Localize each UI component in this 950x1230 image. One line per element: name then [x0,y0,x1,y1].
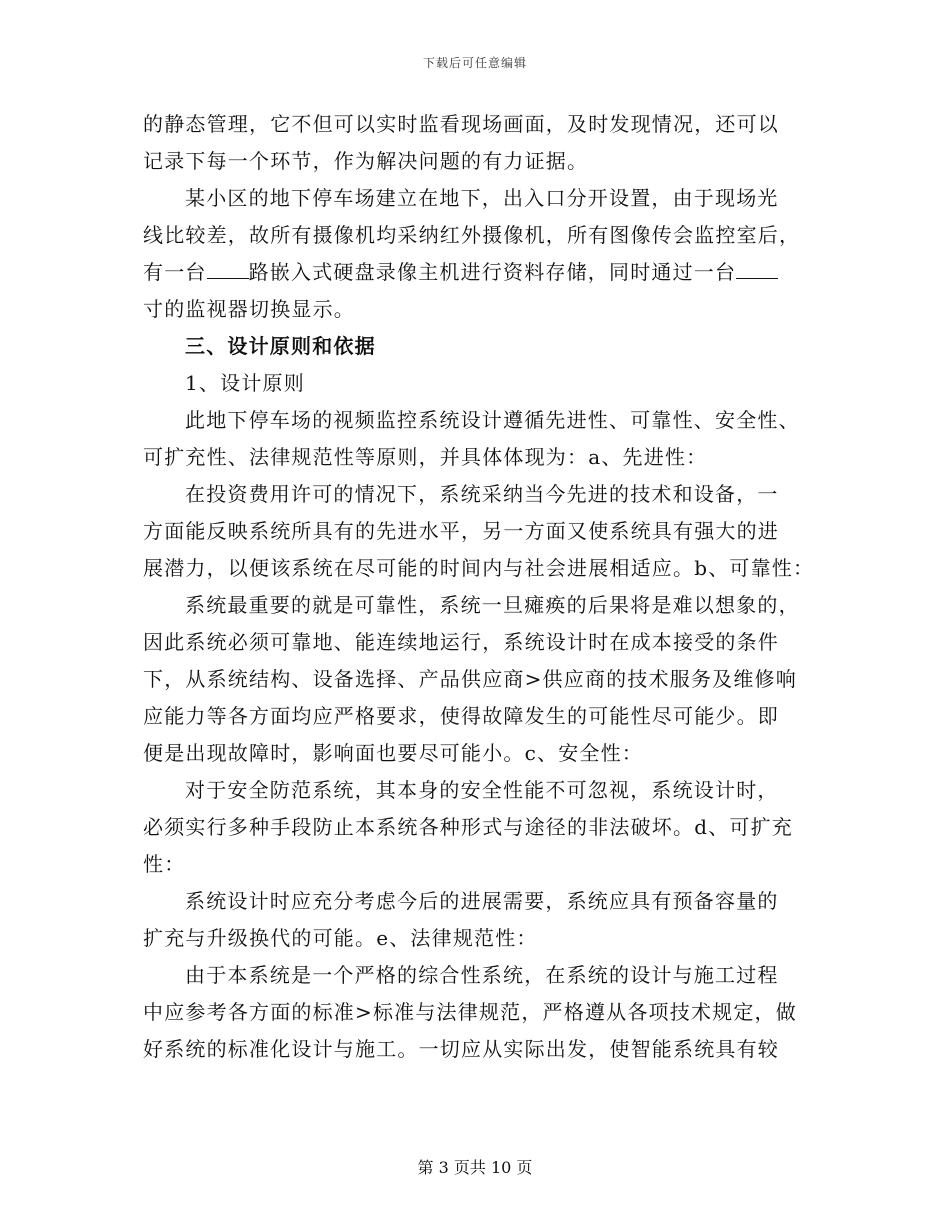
paragraph-line: 某小区的地下停车场建立在地下，出入口分开设置，由于现场光 [185,186,779,210]
paragraph-line: 寸的监视器切换显示。 [143,297,355,321]
paragraph-line: 因此系统必须可靠地、能连续地运行，系统设计时在成本接受的条件 [143,630,779,654]
paragraph-line: 性： [143,852,186,876]
paragraph-line: 系统设计时应充分考虑今后的进展需要，系统应具有预备容量的 [185,889,779,913]
paragraph-line-with-blanks [143,254,823,291]
paragraph-line: 便是出现故障时，影响面也要尽可能小。c、安全性： [143,741,644,765]
paragraph-line: 对于安全防范系统，其本身的安全性能不可忽视，系统设计时， [185,778,779,802]
paragraph-line: 由于本系统是一个严格的综合性系统，在系统的设计与施工过程 [185,963,779,987]
paragraph-line: 此地下停车场的视频监控系统设计遵循先进性、可靠性、安全性、 [185,408,800,432]
paragraph-line: 方面能反映系统所具有的先进水平，另一方面又使系统具有强大的进 [143,519,779,543]
paragraph-line: 扩充与升级换代的可能。e、法律规范性： [143,926,538,950]
paragraph-line: 记录下每一个环节，作为解决问题的有力证据。 [143,149,589,173]
paragraph-line: 的静态管理，它不但可以实时监看现场画面，及时发现情况，还可以 [143,112,779,136]
fill-in-blank [207,256,249,279]
paragraph-line: 下，从系统结构、设备选择、产品供应商>供应商的技术服务及维修响 [143,667,797,691]
subsection-heading: 1、设计原则 [185,371,305,395]
document-body [143,106,823,1068]
paragraph-line: 系统最重要的就是可靠性，系统一旦瘫痪的后果将是难以想象的， [185,593,800,617]
paragraph-line: 应能力等各方面均应严格要求，使得故障发生的可能性尽可能少。即 [143,704,779,728]
section-heading: 三、设计原则和依据 [185,334,376,358]
page-footer: 第 3 页共 10 页 [417,1158,533,1177]
paragraph-line: 在投资费用许可的情况下，系统采纳当今先进的技术和设备，一 [185,482,779,506]
paragraph-line: 可扩充性、法律规范性等原则，并具体体现为：a、先进性： [143,445,708,469]
paragraph-line: 好系统的标准化设计与施工。一切应从实际出发，使智能系统具有较 [143,1037,779,1061]
text-segment: 路嵌入式硬盘录像主机进行资料存储，同时通过一台 [248,260,737,284]
paragraph-line: 展潜力，以便该系统在尽可能的时间内与社会进展相适应。b、可靠性： [143,556,815,580]
fill-in-blank [736,256,778,279]
paragraph-line: 线比较差，故所有摄像机均采纳红外摄像机，所有图像传会监控室后， [143,223,801,247]
paragraph-line: 中应参考各方面的标准>标准与法律规范，严格遵从各项技术规定，做 [143,1000,797,1024]
paragraph-line: 必须实行多种手段防止本系统各种形式与途径的非法破坏。d、可扩充 [143,815,794,839]
text-segment: 有一台 [143,260,207,284]
page-header: 下载后可任意编辑 [422,56,527,70]
